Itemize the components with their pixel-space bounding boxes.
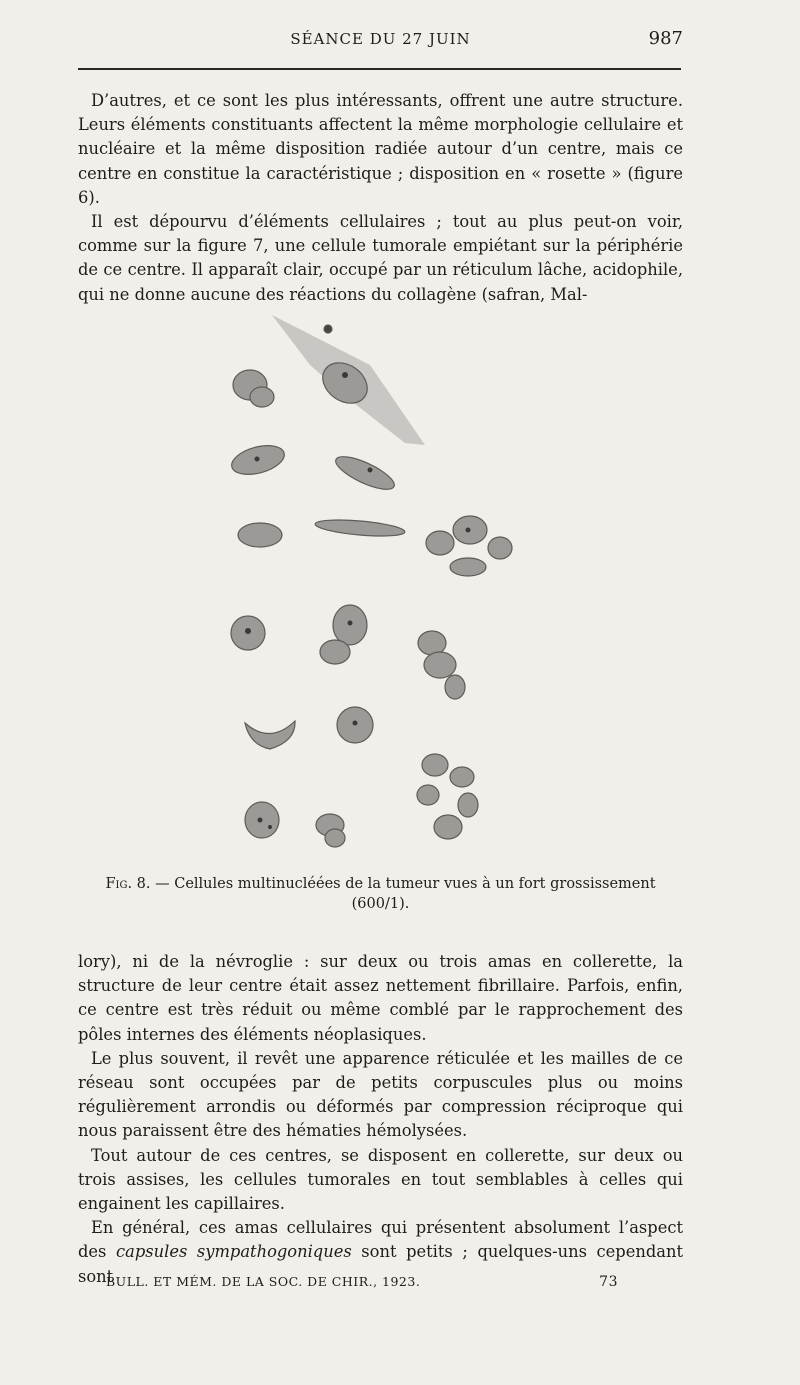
cell-nucleus <box>250 387 274 407</box>
cell-nucleus <box>450 558 486 576</box>
caption-text: — Cellules multinucléées de la tumeur vues à un fort grossissement (600/1). <box>155 876 656 912</box>
cell-nucleus <box>450 767 474 787</box>
figure-8-illustration <box>200 305 550 865</box>
journal-reference: BULL. ET MÉM. DE LA SOC. DE CHIR., 1923. <box>106 1274 421 1289</box>
paragraph-text: sont petits ; quelques-uns cependant sont <box>78 1242 683 1286</box>
italic-term: capsules sympathogoniques <box>116 1242 352 1262</box>
cell-nucleus <box>434 815 462 839</box>
cell-nucleus <box>245 721 295 749</box>
caption-label: Fig. 8. <box>105 876 151 892</box>
page-number: 987 <box>648 28 683 49</box>
cell-nucleus <box>417 785 439 805</box>
header-rule <box>78 68 681 70</box>
body-text-top <box>78 89 683 307</box>
body-text-bottom <box>78 950 683 1289</box>
paragraph: lory), ni de la névroglie : sur deux ou trois amas en collerette, la structure de leur centre était assez nettement fibrillaire. Parfois, enfin, ce centre est très réduit ou même comblé par le rapprochement des pôles internes des éléments néoplasiques. <box>78 952 683 1044</box>
figure-caption <box>78 874 683 914</box>
signature-mark: 73 <box>599 1274 618 1290</box>
cell-nucleus <box>315 517 406 539</box>
cell-nucleus <box>418 631 446 655</box>
running-title: SÉANCE DU 27 JUIN <box>290 30 471 48</box>
cell-nucleus <box>325 829 345 847</box>
cell-nucleus <box>422 754 448 776</box>
paragraph: D’autres, et ce sont les plus intéressants, offrent une autre structure. Leurs éléments constituants affectent la même morphologie cellulaire et nucléaire et la même disposition radiée autour d’un centre, mais ce centre en constitue la caractéristique ; disposition en « rosette » (figure 6). <box>78 91 683 207</box>
cell-nucleus <box>488 537 512 559</box>
paragraph: Il est dépourvu d’éléments cellulaires ; tout au plus peut-on voir, comme sur la figure 7, une cellule tumorale empiétant sur la périphérie de ce centre. Il apparaît clair, occupé par un réticulum lâche, acidophile, qui ne donne aucune des réactions du collagène (safran, Mal- <box>78 212 683 304</box>
cell-nucleus <box>458 793 478 817</box>
cell-nucleus <box>320 640 350 664</box>
paragraph-text: En général, ces amas cellulaires qui présentent absolument l’aspect des <box>78 1218 683 1262</box>
cell-nucleus <box>426 531 454 555</box>
running-head <box>78 28 683 54</box>
paragraph: Le plus souvent, il revêt une apparence réticulée et les mailles de ce réseau sont occupées par de petits corpuscules plus ou moins régulièrement arrondis ou déformés par compression réciproque qui nous paraissent être des hématies hémolysées. <box>78 1048 683 1141</box>
cell-nucleus <box>332 450 398 495</box>
paragraph: Tout autour de ces centres, se disposent en collerette, sur deux ou trois assises, les cellules tumorales en tout semblables à celles qui engainent les capillaires. <box>78 1145 683 1214</box>
cell-nucleus <box>424 652 456 678</box>
cell-nucleus <box>445 675 465 699</box>
page-footer <box>106 1274 626 1294</box>
cell-nucleus <box>238 523 282 547</box>
cell-drawings <box>200 305 550 865</box>
